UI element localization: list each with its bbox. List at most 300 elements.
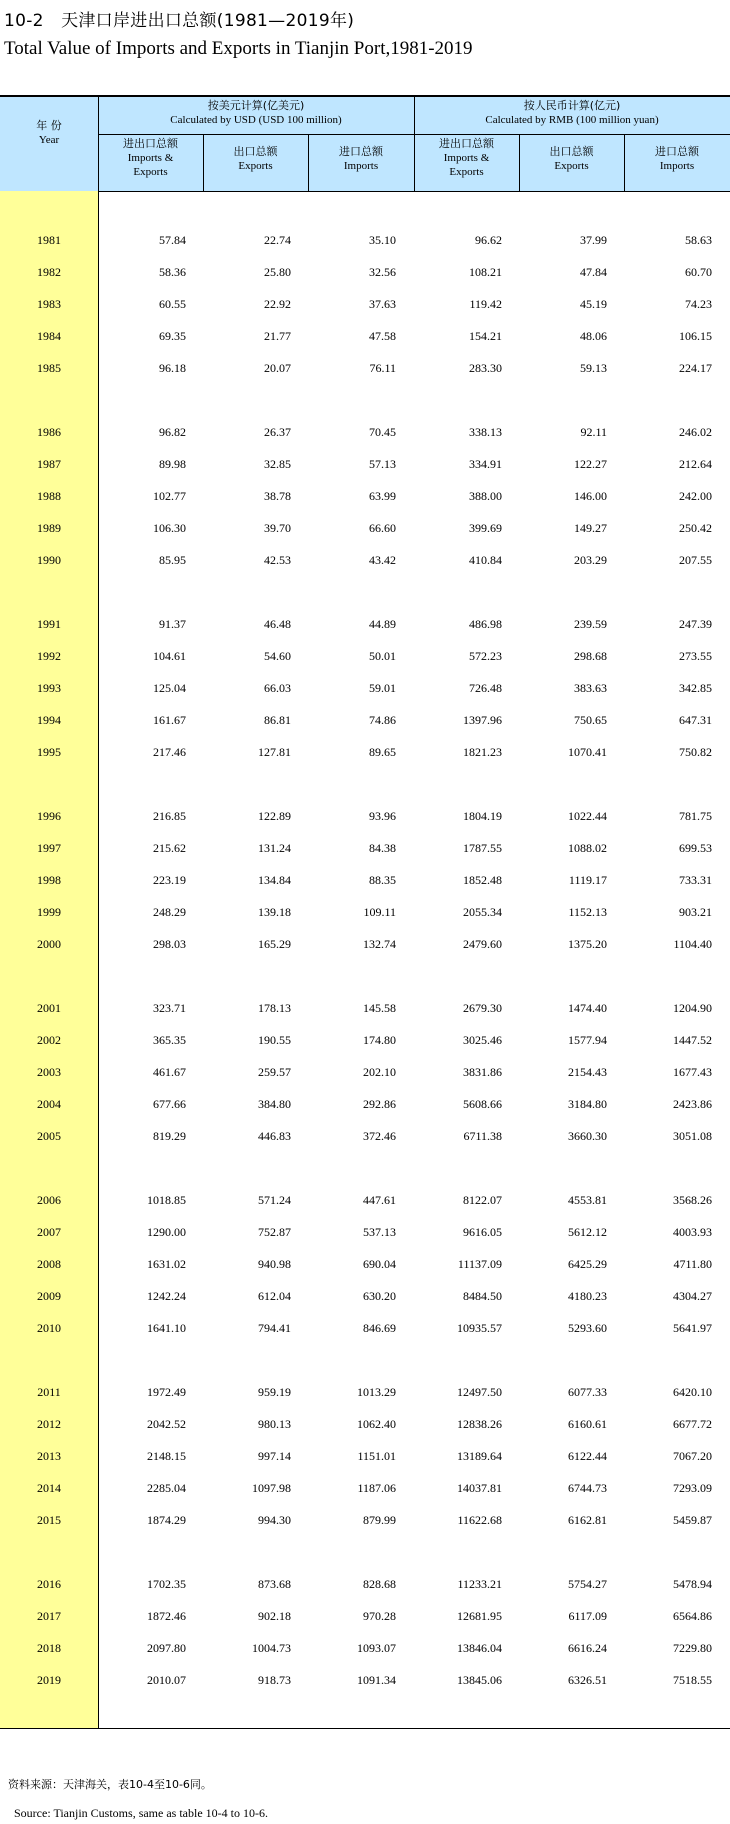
usd-imports-cell: 970.28 — [363, 1609, 396, 1623]
rmb-total-cell: 2055.34 — [463, 905, 502, 919]
year-cell: 2006 — [37, 1193, 61, 1207]
year-cell: 1981 — [37, 233, 61, 247]
rmb-imports-cell: 1677.43 — [673, 1065, 712, 1079]
usd-total-cell: 96.18 — [159, 361, 186, 375]
table-row — [0, 704, 730, 736]
year-cell: 1992 — [37, 649, 61, 663]
rmb-total-cell: 14037.81 — [457, 1481, 502, 1495]
rmb-total-cell: 12497.50 — [457, 1385, 502, 1399]
usd-total-cell: 1872.46 — [147, 1609, 186, 1623]
usd-exports-cell: 959.19 — [258, 1385, 291, 1399]
rmb-total-cell: 11622.68 — [457, 1513, 502, 1527]
usd-total-cell: 365.35 — [153, 1033, 186, 1047]
year-cell: 1995 — [37, 745, 61, 759]
usd-exports-cell: 38.78 — [264, 489, 291, 503]
usd-exports-cell: 571.24 — [258, 1193, 291, 1207]
usd-total-cell: 323.71 — [153, 1001, 186, 1015]
rmb-total-cell: 334.91 — [469, 457, 502, 471]
year-cell: 2009 — [37, 1289, 61, 1303]
usd-imports-cn: 进口总额 — [339, 145, 383, 158]
rmb-imports-cell: 750.82 — [679, 745, 712, 759]
rmb-imports-cell: 342.85 — [679, 681, 712, 695]
table-title-cn: 10-2 天津口岸进出口总额(1981—2019年) — [4, 11, 355, 31]
usd-exports-cell: 980.13 — [258, 1417, 291, 1431]
rmb-exports-cell: 1577.94 — [568, 1033, 607, 1047]
year-cell: 2010 — [37, 1321, 61, 1335]
rmb-total-cell: 399.69 — [469, 521, 502, 535]
usd-total-cell: 102.77 — [153, 489, 186, 503]
table-row — [0, 864, 730, 896]
rmb-imports-cell: 733.31 — [679, 873, 712, 887]
year-cell: 2004 — [37, 1097, 61, 1111]
rmb-exports-cell: 47.84 — [580, 265, 607, 279]
rmb-exports-cell: 239.59 — [574, 617, 607, 631]
rmb-imports-cell: 1104.40 — [673, 937, 712, 951]
usd-imports-cell: 109.11 — [363, 905, 396, 919]
usd-imports-cell: 1013.29 — [357, 1385, 396, 1399]
rmb-exports-cell: 5293.60 — [568, 1321, 607, 1335]
usd-total-en1: Imports & — [127, 152, 174, 164]
usd-total-cell: 89.98 — [159, 457, 186, 471]
rmb-total-cell: 2479.60 — [463, 937, 502, 951]
rmb-imports-cell: 7293.09 — [673, 1481, 712, 1495]
rmb-exports-cell: 1375.20 — [568, 937, 607, 951]
table-row — [0, 640, 730, 672]
year-cell: 1984 — [37, 329, 61, 343]
rmb-exports-cell: 6117.09 — [568, 1609, 607, 1623]
table-row — [0, 256, 730, 288]
year-cell: 2000 — [37, 937, 61, 951]
usd-total-cell: 1242.24 — [147, 1289, 186, 1303]
usd-imports-cell: 70.45 — [369, 425, 396, 439]
usd-imports-cell: 74.86 — [369, 713, 396, 727]
rmb-exports-cell: 6160.61 — [568, 1417, 607, 1431]
usd-imports-cell: 174.80 — [363, 1033, 396, 1047]
usd-imports-cell: 828.68 — [363, 1577, 396, 1591]
year-cell: 1996 — [37, 809, 61, 823]
usd-imports-cell: 88.35 — [369, 873, 396, 887]
usd-total-cell: 1641.10 — [147, 1321, 186, 1335]
table-row — [0, 448, 730, 480]
usd-imports-cell: 32.56 — [369, 265, 396, 279]
rmb-total-cell: 338.13 — [469, 425, 502, 439]
year-cell: 2012 — [37, 1417, 61, 1431]
rmb-total-cell: 8122.07 — [463, 1193, 502, 1207]
usd-total-cell: 248.29 — [153, 905, 186, 919]
year-cell: 1998 — [37, 873, 61, 887]
rmb-imports-cell: 1204.90 — [673, 1001, 712, 1015]
usd-imports-cell: 47.58 — [369, 329, 396, 343]
subcol-divider — [624, 134, 625, 191]
usd-exports-cell: 131.24 — [258, 841, 291, 855]
rmb-total-cell: 3025.46 — [463, 1033, 502, 1047]
usd-total-cell: 298.03 — [153, 937, 186, 951]
table-row — [0, 736, 730, 768]
usd-exports-cell: 122.89 — [258, 809, 291, 823]
usd-imports-cell: 76.11 — [369, 361, 396, 375]
rmb-total-cell: 283.30 — [469, 361, 502, 375]
rmb-imports-cell: 5478.94 — [673, 1577, 712, 1591]
table-row — [0, 1216, 730, 1248]
rmb-total-cell: 154.21 — [469, 329, 502, 343]
rmb-imports-cell: 7518.55 — [673, 1673, 712, 1687]
rmb-total-cell: 13845.06 — [457, 1673, 502, 1687]
usd-total-cell: 461.67 — [153, 1065, 186, 1079]
rmb-imports-cell: 6420.10 — [673, 1385, 712, 1399]
table-row — [0, 800, 730, 832]
year-cell: 2007 — [37, 1225, 61, 1239]
usd-total-cell: 1972.49 — [147, 1385, 186, 1399]
usd-imports-cell: 846.69 — [363, 1321, 396, 1335]
usd-imports-cell: 89.65 — [369, 745, 396, 759]
rmb-group-header — [414, 99, 730, 127]
year-cell: 2001 — [37, 1001, 61, 1015]
rmb-total-cell: 410.84 — [469, 553, 502, 567]
rmb-imports-cell: 247.39 — [679, 617, 712, 631]
table-row — [0, 224, 730, 256]
usd-total-cell: 2148.15 — [147, 1449, 186, 1463]
usd-imports-cell: 630.20 — [363, 1289, 396, 1303]
table-row — [0, 896, 730, 928]
rmb-exports-cell: 1474.40 — [568, 1001, 607, 1015]
table-row — [0, 288, 730, 320]
year-header-en: Year — [38, 134, 60, 146]
year-cell: 2014 — [37, 1481, 61, 1495]
year-cell: 2015 — [37, 1513, 61, 1527]
rmb-exports-cell: 203.29 — [574, 553, 607, 567]
usd-total-cell: 1702.35 — [147, 1577, 186, 1591]
table-row — [0, 1024, 730, 1056]
usd-exports-header — [203, 145, 308, 173]
year-cell: 2013 — [37, 1449, 61, 1463]
usd-total-cell: 69.35 — [159, 329, 186, 343]
year-cell: 2011 — [37, 1385, 61, 1399]
usd-exports-cell: 1004.73 — [252, 1641, 291, 1655]
rmb-total-cell: 96.62 — [475, 233, 502, 247]
rmb-imports-cell: 7067.20 — [673, 1449, 712, 1463]
usd-imports-cell: 84.38 — [369, 841, 396, 855]
rmb-exports-cell: 92.11 — [580, 425, 607, 439]
usd-exports-cell: 384.80 — [258, 1097, 291, 1111]
rmb-exports-cell: 2154.43 — [568, 1065, 607, 1079]
rmb-imports-cell: 4711.80 — [673, 1257, 712, 1271]
rmb-exports-cell: 4553.81 — [568, 1193, 607, 1207]
table-row — [0, 1504, 730, 1536]
usd-exports-cell: 22.92 — [264, 297, 291, 311]
usd-imports-cell: 372.46 — [363, 1129, 396, 1143]
usd-exports-cell: 873.68 — [258, 1577, 291, 1591]
usd-exports-en: Exports — [238, 160, 273, 172]
rmb-exports-cell: 4180.23 — [568, 1289, 607, 1303]
usd-total-cn: 进出口总额 — [123, 137, 178, 150]
table-row — [0, 608, 730, 640]
rmb-imports-cell: 242.00 — [679, 489, 712, 503]
usd-exports-cell: 42.53 — [264, 553, 291, 567]
table-row — [0, 544, 730, 576]
usd-imports-cell: 1151.01 — [357, 1449, 396, 1463]
usd-exports-cell: 165.29 — [258, 937, 291, 951]
rmb-exports-cell: 1022.44 — [568, 809, 607, 823]
usd-total-cell: 85.95 — [159, 553, 186, 567]
usd-exports-cell: 39.70 — [264, 521, 291, 535]
usd-total-en2: Exports — [133, 166, 168, 178]
usd-exports-cell: 134.84 — [258, 873, 291, 887]
table-row — [0, 928, 730, 960]
usd-total-cell: 57.84 — [159, 233, 186, 247]
source-note-en: Source: Tianjin Customs, same as table 10-4 to 10-6. — [14, 1806, 268, 1820]
rmb-total-cell: 108.21 — [469, 265, 502, 279]
usd-imports-cell: 93.96 — [369, 809, 396, 823]
rmb-total-cell: 6711.38 — [463, 1129, 502, 1143]
usd-imports-cell: 202.10 — [363, 1065, 396, 1079]
rmb-imports-cell: 106.15 — [679, 329, 712, 343]
rmb-total-cell: 119.42 — [469, 297, 502, 311]
rmb-imports-cell: 74.23 — [685, 297, 712, 311]
rmb-exports-cell: 6326.51 — [568, 1673, 607, 1687]
rmb-imports-cell: 5641.97 — [673, 1321, 712, 1335]
usd-total-cell: 58.36 — [159, 265, 186, 279]
year-header-cn: 年 份 — [36, 119, 62, 132]
rmb-total-cell: 2679.30 — [463, 1001, 502, 1015]
rmb-total-cell: 1804.19 — [463, 809, 502, 823]
table-row — [0, 512, 730, 544]
rmb-exports-cell: 3660.30 — [568, 1129, 607, 1143]
usd-imports-cell: 35.10 — [369, 233, 396, 247]
rmb-total-cell: 12681.95 — [457, 1609, 502, 1623]
table-row — [0, 1440, 730, 1472]
subcol-divider — [519, 134, 520, 191]
year-cell: 1989 — [37, 521, 61, 535]
usd-total-cell: 223.19 — [153, 873, 186, 887]
year-header — [0, 119, 98, 147]
usd-exports-cell: 997.14 — [258, 1449, 291, 1463]
rmb-exports-cell: 59.13 — [580, 361, 607, 375]
usd-total-header — [98, 137, 203, 179]
usd-total-cell: 1874.29 — [147, 1513, 186, 1527]
usd-total-cell: 1018.85 — [147, 1193, 186, 1207]
rmb-total-en1: Imports & — [443, 152, 490, 164]
usd-imports-cell: 44.89 — [369, 617, 396, 631]
year-cell: 1988 — [37, 489, 61, 503]
rmb-exports-cell: 3184.80 — [568, 1097, 607, 1111]
usd-exports-cell: 21.77 — [264, 329, 291, 343]
rmb-total-cell: 11233.21 — [457, 1577, 502, 1591]
usd-exports-cell: 259.57 — [258, 1065, 291, 1079]
rmb-group-en: Calculated by RMB (100 million yuan) — [485, 114, 659, 126]
usd-imports-cell: 43.42 — [369, 553, 396, 567]
usd-exports-cell: 446.83 — [258, 1129, 291, 1143]
table-row — [0, 1184, 730, 1216]
usd-total-cell: 106.30 — [153, 521, 186, 535]
rmb-imports-cell: 2423.86 — [673, 1097, 712, 1111]
source-note-cn: 资料来源：天津海关，表10-4至10-6同。 — [8, 1778, 212, 1791]
rmb-imports-cell: 6677.72 — [673, 1417, 712, 1431]
usd-total-cell: 60.55 — [159, 297, 186, 311]
rmb-exports-cell: 45.19 — [580, 297, 607, 311]
usd-imports-cell: 1091.34 — [357, 1673, 396, 1687]
rmb-imports-cell: 212.64 — [679, 457, 712, 471]
rmb-exports-cell: 48.06 — [580, 329, 607, 343]
rmb-imports-cell: 207.55 — [679, 553, 712, 567]
usd-imports-cell: 537.13 — [363, 1225, 396, 1239]
usd-exports-cell: 54.60 — [264, 649, 291, 663]
table-row — [0, 1280, 730, 1312]
rmb-exports-en: Exports — [554, 160, 589, 172]
year-cell: 1994 — [37, 713, 61, 727]
usd-exports-cell: 994.30 — [258, 1513, 291, 1527]
rmb-exports-cell: 146.00 — [574, 489, 607, 503]
usd-imports-cell: 292.86 — [363, 1097, 396, 1111]
rmb-imports-cell: 4304.27 — [673, 1289, 712, 1303]
rmb-imports-cell: 5459.87 — [673, 1513, 712, 1527]
rmb-imports-cell: 3568.26 — [673, 1193, 712, 1207]
usd-exports-cn: 出口总额 — [233, 145, 278, 158]
subcol-divider — [308, 134, 309, 191]
rmb-exports-cell: 6425.29 — [568, 1257, 607, 1271]
usd-imports-cell: 1093.07 — [357, 1641, 396, 1655]
rmb-exports-cell: 6077.33 — [568, 1385, 607, 1399]
rmb-imports-cell: 58.63 — [685, 233, 712, 247]
rmb-imports-cell: 224.17 — [679, 361, 712, 375]
rmb-imports-cell: 699.53 — [679, 841, 712, 855]
usd-imports-cell: 50.01 — [369, 649, 396, 663]
usd-exports-cell: 127.81 — [258, 745, 291, 759]
rmb-exports-cn: 出口总额 — [549, 145, 594, 158]
year-cell: 2005 — [37, 1129, 61, 1143]
table-row — [0, 832, 730, 864]
usd-imports-cell: 66.60 — [369, 521, 396, 535]
rmb-total-cell: 13846.04 — [457, 1641, 502, 1655]
table-row — [0, 672, 730, 704]
usd-exports-cell: 918.73 — [258, 1673, 291, 1687]
rmb-total-cell: 12838.26 — [457, 1417, 502, 1431]
table-title-en: Total Value of Imports and Exports in Tianjin Port,1981-2019 — [4, 38, 473, 59]
usd-total-cell: 104.61 — [153, 649, 186, 663]
usd-total-cell: 1631.02 — [147, 1257, 186, 1271]
rmb-imports-cell: 250.42 — [679, 521, 712, 535]
usd-group-en: Calculated by USD (USD 100 million) — [170, 114, 342, 126]
usd-exports-cell: 752.87 — [258, 1225, 291, 1239]
table-row — [0, 1088, 730, 1120]
year-cell: 2019 — [37, 1673, 61, 1687]
usd-total-cell: 217.46 — [153, 745, 186, 759]
usd-total-cell: 96.82 — [159, 425, 186, 439]
table-row — [0, 992, 730, 1024]
rmb-exports-header — [519, 145, 624, 173]
usd-imports-cell: 1187.06 — [357, 1481, 396, 1495]
table-row — [0, 1312, 730, 1344]
rmb-total-cell: 9616.05 — [463, 1225, 502, 1239]
rmb-exports-cell: 1119.17 — [568, 873, 607, 887]
usd-exports-cell: 86.81 — [264, 713, 291, 727]
rmb-imports-cn: 进口总额 — [655, 145, 699, 158]
rmb-exports-cell: 5612.12 — [568, 1225, 607, 1239]
year-cell: 2003 — [37, 1065, 61, 1079]
year-cell: 1987 — [37, 457, 61, 471]
year-cell: 1983 — [37, 297, 61, 311]
usd-exports-cell: 22.74 — [264, 233, 291, 247]
rmb-imports-cell: 6564.86 — [673, 1609, 712, 1623]
table-row — [0, 1600, 730, 1632]
usd-imports-cell: 690.04 — [363, 1257, 396, 1271]
rmb-total-cell: 8484.50 — [463, 1289, 502, 1303]
year-cell: 1982 — [37, 265, 61, 279]
usd-imports-en: Imports — [343, 160, 379, 172]
table-row — [0, 480, 730, 512]
usd-total-cell: 819.29 — [153, 1129, 186, 1143]
rmb-imports-cell: 60.70 — [685, 265, 712, 279]
table-row — [0, 1248, 730, 1280]
usd-exports-cell: 794.41 — [258, 1321, 291, 1335]
usd-total-cell: 91.37 — [159, 617, 186, 631]
rmb-imports-header — [624, 145, 730, 173]
rmb-total-cell: 486.98 — [469, 617, 502, 631]
rmb-total-cell: 572.23 — [469, 649, 502, 663]
usd-total-cell: 1290.00 — [147, 1225, 186, 1239]
table-row — [0, 1632, 730, 1664]
rmb-total-cn: 进出口总额 — [439, 137, 494, 150]
year-cell: 1997 — [37, 841, 61, 855]
rmb-total-cell: 1787.55 — [463, 841, 502, 855]
rmb-total-cell: 10935.57 — [457, 1321, 502, 1335]
group-divider — [414, 97, 415, 191]
year-cell: 2002 — [37, 1033, 61, 1047]
usd-exports-cell: 139.18 — [258, 905, 291, 919]
year-cell: 1990 — [37, 553, 61, 567]
rmb-exports-cell: 6162.81 — [568, 1513, 607, 1527]
usd-total-cell: 216.85 — [153, 809, 186, 823]
usd-exports-cell: 26.37 — [264, 425, 291, 439]
table-row — [0, 1120, 730, 1152]
table-row — [0, 1472, 730, 1504]
rmb-total-en2: Exports — [449, 166, 484, 178]
header-bottom-rule — [0, 191, 730, 192]
rmb-imports-cell: 781.75 — [679, 809, 712, 823]
year-cell: 1991 — [37, 617, 61, 631]
usd-imports-header — [308, 145, 414, 173]
rmb-imports-cell: 7229.80 — [673, 1641, 712, 1655]
rmb-imports-cell: 903.21 — [679, 905, 712, 919]
rmb-exports-cell: 37.99 — [580, 233, 607, 247]
usd-total-cell: 2285.04 — [147, 1481, 186, 1495]
table-row — [0, 1664, 730, 1696]
usd-exports-cell: 1097.98 — [252, 1481, 291, 1495]
year-cell: 2008 — [37, 1257, 61, 1271]
usd-imports-cell: 879.99 — [363, 1513, 396, 1527]
rmb-exports-cell: 298.68 — [574, 649, 607, 663]
usd-exports-cell: 612.04 — [258, 1289, 291, 1303]
rmb-total-cell: 11137.09 — [457, 1257, 502, 1271]
usd-imports-cell: 145.58 — [363, 1001, 396, 1015]
usd-imports-cell: 1062.40 — [357, 1417, 396, 1431]
rmb-imports-cell: 1447.52 — [673, 1033, 712, 1047]
year-cell: 2016 — [37, 1577, 61, 1591]
usd-imports-cell: 132.74 — [363, 937, 396, 951]
year-cell: 1985 — [37, 361, 61, 375]
rmb-exports-cell: 1070.41 — [568, 745, 607, 759]
usd-total-cell: 677.66 — [153, 1097, 186, 1111]
usd-group-cn: 按美元计算(亿美元) — [207, 99, 305, 112]
usd-exports-cell: 25.80 — [264, 265, 291, 279]
usd-total-cell: 215.62 — [153, 841, 186, 855]
year-cell: 1986 — [37, 425, 61, 439]
rmb-exports-cell: 1088.02 — [568, 841, 607, 855]
table-row — [0, 1376, 730, 1408]
rmb-total-header — [414, 137, 519, 179]
rmb-imports-cell: 647.31 — [679, 713, 712, 727]
usd-total-cell: 2010.07 — [147, 1673, 186, 1687]
table-row — [0, 1408, 730, 1440]
